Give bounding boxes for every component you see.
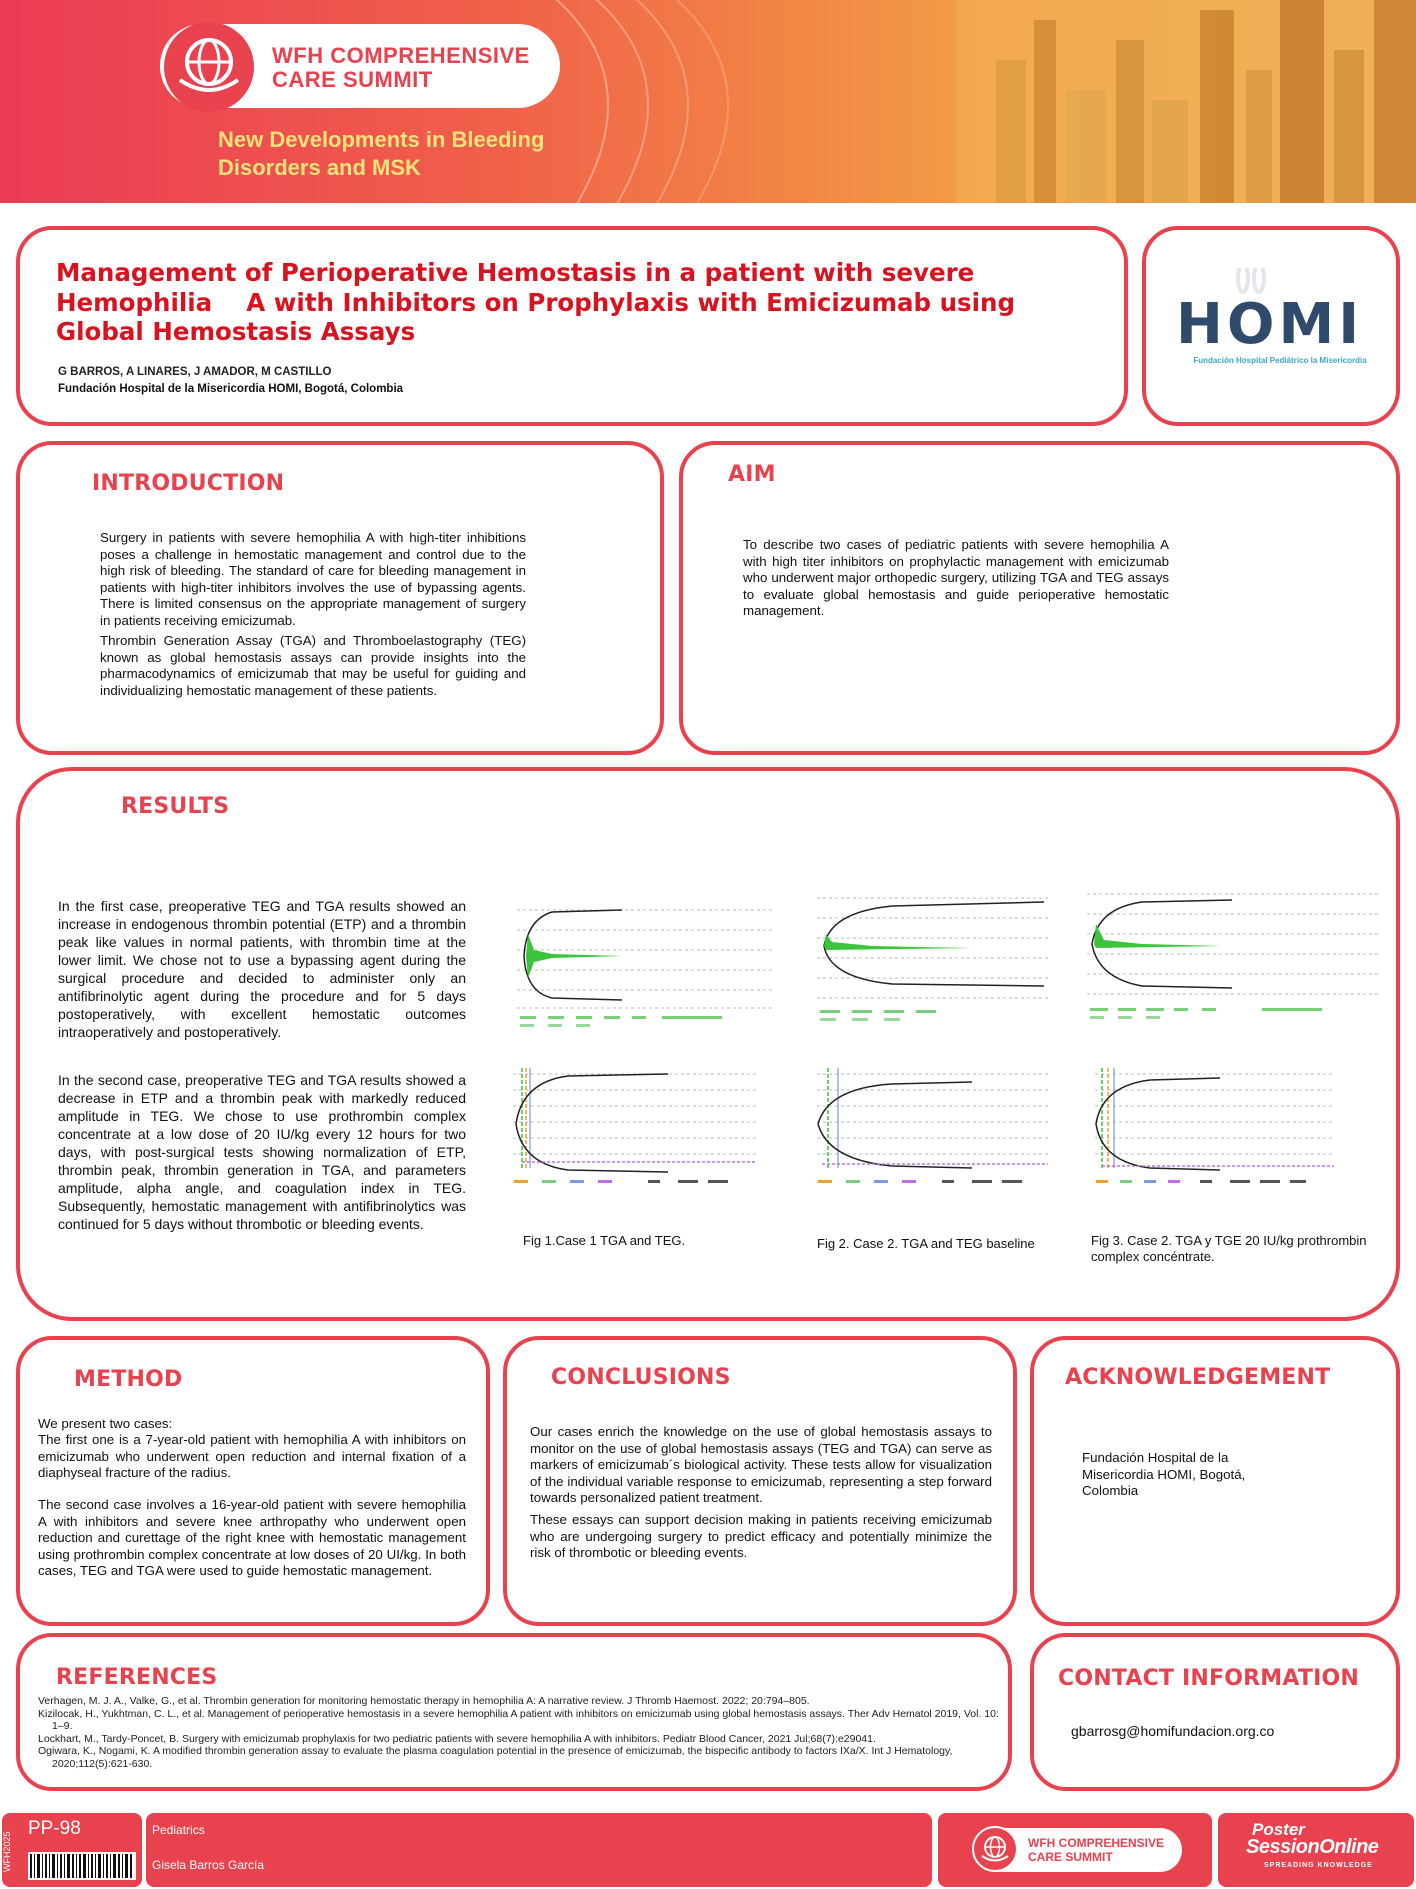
pso-line2: SessionOnline <box>1246 1836 1379 1858</box>
summit-name-line2: CARE SUMMIT <box>272 67 433 92</box>
method-paragraph-2: The first one is a 7-year-old patient with hemophilia A with inhibitors on emicizumab who underwent open reduction and internal fixation of a diaphyseal fracture of the radius. <box>38 1432 466 1481</box>
footer-author: Gisela Barros García <box>152 1858 265 1872</box>
figure-case1-teg-bottom <box>508 1068 760 1202</box>
footer-globe-icon <box>972 1826 1018 1872</box>
method-paragraph-1: We present two cases: <box>38 1416 173 1431</box>
affiliation: Fundación Hospital de la Misericordia HOMI, Bogotá, Colombia <box>58 383 404 395</box>
city-skyline-image <box>956 0 1416 203</box>
references-list <box>38 1695 1000 1771</box>
summit-name-line1: WFH COMPREHENSIVE <box>272 43 530 68</box>
footer-summit-line1: WFH COMPREHENSIVE <box>1028 1836 1165 1850</box>
acknowledgement-heading: ACKNOWLEDGEMENT <box>1065 1365 1331 1390</box>
homi-logo <box>1172 268 1372 378</box>
contact-box <box>1030 1633 1400 1791</box>
introduction-paragraph-2: Thrombin Generation Assay (TGA) and Thromboelastography (TEG) known as global hemostasis assays can provide insights into the pharmacodynamics of emicizumab that may be useful for guiding and individualizing hemostatic management of these patients. <box>100 633 526 698</box>
footer-summit-line2: CARE SUMMIT <box>1028 1850 1113 1864</box>
globe-hand-icon <box>164 22 254 112</box>
figure-case1-tga-teg <box>512 890 780 1040</box>
results-paragraph-2: In the second case, preoperative TEG and TGA results showed a decrease in ETP and a thrombin peak with markedly reduced amplitude in TEG. We chose to use prothrombin complex concentrate at a low dose of 20 IU/kg every 12 hours for two days, with post-surgical tests showing normalization of ETP, thrombin peak, thrombin generation in TGA, and parameters amplitude, alpha angle, and coagulation index in TEG. Subsequently, hemostatic management with antifibrinolytics was continued for 5 days without thrombotic or bleeding events. <box>58 1072 466 1232</box>
summit-subtitle <box>218 126 544 182</box>
reference-item: Lockhart, M., Tardy-Poncet, B. Surgery with emicizumab prophylaxis for two pediatric patients with severe hemophilia A with inhibitors. Pediatr Blood Cancer, 2021 Jul;68(7):e29041. <box>38 1732 876 1745</box>
figure-case2-teg-pcc <box>1090 1068 1340 1202</box>
conclusions-heading: CONCLUSIONS <box>551 1365 731 1390</box>
results-heading: RESULTS <box>121 794 230 819</box>
acknowledgement-text: Fundación Hospital de la Misericordia HOMI, Bogotá, Colombia <box>1082 1450 1246 1499</box>
homi-logo-text: HOMI <box>1176 292 1364 357</box>
footer-summit-text <box>1028 1836 1164 1864</box>
aim-heading: AIM <box>728 462 776 487</box>
figure-case2-baseline-top <box>812 888 1052 1038</box>
aim-text: To describe two cases of pediatric patients with severe hemophilia A with high titer inhibitors on prophylactic management with emicizumab who underwent major orthopedic surgery, utilizing TGA and TEG assays to evaluate global hemostasis and guide perioperative hemostatic management. <box>743 537 1169 619</box>
footer-category: Pediatrics <box>152 1823 205 1837</box>
figure-case2-teg-baseline <box>812 1068 1052 1202</box>
poster-title: Management of Perioperative Hemostasis in a patient with severe Hemophilia A with Inhibitors on Prophylaxis with Emicizumab using Global Hemostasis Assays <box>56 258 1015 346</box>
contact-heading: CONTACT INFORMATION <box>1058 1666 1359 1691</box>
poster-code: PP-98 <box>28 1818 81 1839</box>
conclusions-paragraph-1: Our cases enrich the knowledge on the use of global hemostasis assays to monitor on the use of global hemostasis assays (TEG and TGA) can serve as markers of emicizumab´s biological activity. These tests allow for visualization of the individual variable response to emicizumab, representing a step forward towards personalized patient treatment. <box>530 1424 992 1506</box>
summit-subtitle-line2: Disorders and MSK <box>218 155 421 180</box>
conclusions-paragraph-2: These essays can support decision making in patients receiving emicizumab who are undergoing surgery to predict efficacy and potentially minimize the risk of thrombotic or bleeding events. <box>530 1512 992 1561</box>
introduction-paragraph-1: Surgery in patients with severe hemophilia A with high-titer inhibitions poses a challenge in hemostatic management and control due to the high risk of bleeding. The standard of care for bleeding management in patients with high-titer inhibitors involves the use of bypassing agents. There is limited consensus on the appropriate management of surgery in patients receiving emicizumab. <box>100 530 526 628</box>
reference-item: Kizilocak, H., Yukhtman, C. L., et al. Management of perioperative hemostasis in a severe hemophilia A patient with inhibitors on emicizumab using global hemostasis assays. Ther Adv Hematol 2019, Vol. 10: 1–9. <box>38 1707 999 1733</box>
footer-info-bar <box>146 1813 932 1887</box>
summit-banner <box>0 0 1416 203</box>
pso-tagline: SPREADING KNOWLEDGE <box>1264 1862 1373 1869</box>
results-paragraph-1: In the first case, preoperative TEG and TGA results showed an increase in endogenous thrombin potential (ETP) and a thrombin peak like values in normal patients, with thrombin time at the lower limit. We chose not to use a bypassing agent during the surgical procedure and decided to administer only an antifibrinolytic agent during the procedure and for 5 days postoperatively, with excellent hemostatic outcomes intraoperatively and postoperatively. <box>58 898 466 1040</box>
pso-line1: Poster <box>1252 1820 1305 1839</box>
figure-3-caption: Fig 3. Case 2. TGA y TGE 20 IU/kg prothrombin complex concéntrate. <box>1091 1233 1367 1264</box>
poster-session-online-logo <box>1238 1820 1408 1880</box>
footer-side-label: WFH2025 <box>2 1831 12 1872</box>
barcode-icon <box>28 1852 136 1880</box>
summit-subtitle-line1: New Developments in Bleeding <box>218 127 545 152</box>
figure-1-caption: Fig 1.Case 1 TGA and TEG. <box>523 1233 686 1248</box>
references-heading: REFERENCES <box>56 1665 218 1690</box>
reference-item: Verhagen, M. J. A., Valke, G., et al. Thrombin generation for monitoring hemostatic therapy in hemophilia A: A narrative review. J Thromb Haemost. 2022; 20:794–805. <box>38 1695 810 1707</box>
reference-item: Ogiwara, K., Nogami, K. A modified thrombin generation assay to evaluate the plasma coagulation potential in the presence of emicizumab, the bispecific antibody to factors IXa/X. Int J Hematology, 2020;112(5):621-630. <box>38 1745 953 1770</box>
method-heading: METHOD <box>74 1367 183 1392</box>
authors: G BARROS, A LINARES, J AMADOR, M CASTILLO <box>58 366 332 378</box>
contact-email[interactable]: gbarrosg@homifundacion.org.co <box>1071 1723 1275 1739</box>
introduction-heading: INTRODUCTION <box>92 471 285 496</box>
homi-logo-caption: Fundación Hospital Pediátrico la Misericordia <box>1193 356 1367 365</box>
figure-2-caption: Fig 2. Case 2. TGA and TEG baseline <box>817 1236 1035 1251</box>
figure-case2-pcc-top <box>1082 882 1382 1032</box>
summit-logo-text <box>272 44 530 92</box>
method-paragraph-3: The second case involves a 16-year-old patient with severe hemophilia A with inhibitors and severe knee arthropathy who underwent open reduction and curettage of the right knee with hemostatic management using prothrombin complex concentrate at low doses of 20 UI/kg. In both cases, TEG and TGA were used to guide hemostatic management. <box>38 1497 466 1579</box>
